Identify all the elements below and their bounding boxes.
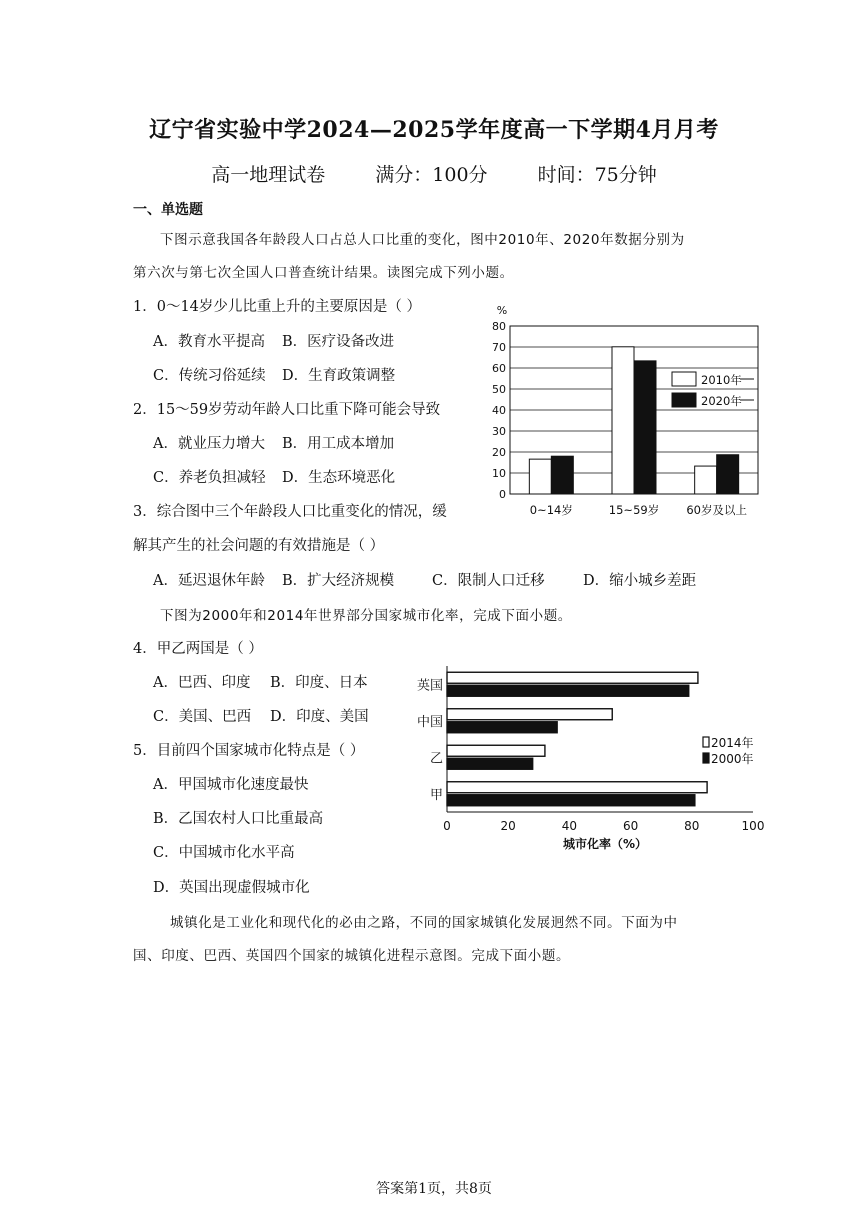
- legend-label-0: 2010年: [701, 373, 742, 387]
- question-1-stem: 1．0～14岁少儿比重上升的主要原因是（ ）: [133, 299, 422, 315]
- x-tick-label: 100: [741, 819, 765, 833]
- question-5-option-c[interactable]: C．中国城市化水平高: [153, 845, 295, 861]
- age-structure-chart: [480, 298, 780, 528]
- question-1-option-b[interactable]: B．医疗设备改进: [282, 334, 395, 350]
- subject-label: 高一地理试卷: [211, 164, 326, 186]
- y-tick-label: 10: [492, 467, 506, 480]
- question-2-option-a[interactable]: A．就业压力增大: [153, 436, 265, 452]
- question-4-option-b[interactable]: B．印度、日本: [270, 675, 368, 691]
- bar-2020-1: [634, 361, 656, 494]
- question-2-option-d[interactable]: D．生态环境恶化: [282, 470, 396, 486]
- legend2-swatch-1: [703, 753, 709, 763]
- legend2-label-1: 2000年: [711, 752, 754, 766]
- hbar-2014-3: [447, 782, 707, 793]
- y-tick-label: 乙: [429, 751, 443, 767]
- legend-label-1: 2020年: [701, 394, 742, 408]
- question-5-option-b[interactable]: B．乙国农村人口比重最高: [153, 811, 324, 827]
- y-tick-label: 甲: [429, 787, 443, 803]
- question-4-option-a[interactable]: A．巴西、印度: [153, 675, 251, 691]
- intro-1-line-1: 下图示意我国各年龄段人口占总人口比重的变化，图中2010年、2020年数据分别为: [160, 232, 685, 248]
- hbar-2014-1: [447, 709, 612, 720]
- section-title: 一、单选题: [133, 202, 203, 218]
- exam-title: 辽宁省实验中学2024—2025学年度高一下学期4月月考: [149, 117, 719, 143]
- question-3-stem-line-1: 3．综合图中三个年龄段人口比重变化的情况，缓: [133, 504, 447, 520]
- hbar-2000-1: [447, 722, 557, 733]
- x-tick-label: 40: [561, 819, 578, 833]
- y-tick-label: 30: [492, 425, 506, 438]
- question-3-option-c[interactable]: C．限制人口迁移: [432, 573, 545, 589]
- intro-3-line-2: 国、印度、巴西、英国四个国家的城镇化进程示意图。完成下面小题。: [133, 948, 571, 964]
- x-axis-label: 城市化率（%）: [562, 837, 648, 851]
- bar-2010-0: [529, 459, 551, 494]
- legend-swatch-0: [672, 372, 696, 386]
- y-tick-label: 50: [492, 383, 506, 396]
- question-3-option-a[interactable]: A．延迟退休年龄: [153, 573, 265, 589]
- legend-swatch-1: [672, 393, 696, 407]
- y-tick-label: 40: [492, 404, 506, 417]
- x-tick-label: 0: [443, 819, 451, 833]
- time-label: 时间：75分钟: [537, 164, 657, 186]
- hbar-2014-0: [447, 672, 698, 683]
- hbar-2000-2: [447, 758, 533, 769]
- y-tick-label: 80: [492, 320, 506, 333]
- x-tick-label: 80: [684, 819, 700, 833]
- x-tick-label: 60岁及以上: [686, 503, 747, 517]
- question-3-option-d[interactable]: D．缩小城乡差距: [583, 573, 697, 589]
- hbar-2014-2: [447, 745, 545, 756]
- intro-2: 下图为2000年和2014年世界部分国家城市化率，完成下面小题。: [160, 608, 572, 624]
- question-3-option-b[interactable]: B．扩大经济规模: [282, 573, 395, 589]
- full-score-label: 满分：100分: [375, 164, 488, 186]
- question-4-option-d[interactable]: D．印度、美国: [270, 709, 369, 725]
- x-tick-label: 15~59岁: [608, 503, 660, 517]
- legend2-swatch-0: [703, 737, 709, 747]
- y-axis-unit-label: %: [496, 304, 508, 317]
- question-2-option-c[interactable]: C．养老负担减轻: [153, 470, 266, 486]
- hbar-2000-3: [447, 795, 695, 806]
- bar-2020-0: [551, 456, 573, 494]
- question-5-option-a[interactable]: A．甲国城市化速度最快: [153, 777, 309, 793]
- y-tick-label: 20: [492, 446, 506, 459]
- y-tick-label: 中国: [416, 714, 443, 730]
- page-footer: 答案第1页，共8页: [376, 1181, 492, 1197]
- y-tick-label: 0: [499, 488, 506, 501]
- y-tick-label: 60: [492, 362, 506, 375]
- urbanization-rate-chart: [405, 660, 775, 860]
- x-tick-label: 20: [500, 819, 516, 833]
- hbar-2000-0: [447, 685, 689, 696]
- question-1-option-c[interactable]: C．传统习俗延续: [153, 368, 266, 384]
- question-4-option-c[interactable]: C．美国、巴西: [153, 709, 252, 725]
- x-tick-label: 0~14岁: [529, 503, 573, 517]
- bar-2020-2: [717, 455, 739, 494]
- question-4-stem: 4．甲乙两国是（ ）: [133, 641, 263, 657]
- question-3-stem-line-2: 解其产生的社会问题的有效措施是（ ）: [133, 538, 385, 554]
- intro-1-line-2: 第六次与第七次全国人口普查统计结果。读图完成下列小题。: [133, 265, 514, 281]
- question-2-option-b[interactable]: B．用工成本增加: [282, 436, 395, 452]
- question-5-stem: 5．目前四个国家城市化特点是（ ）: [133, 743, 365, 759]
- legend2-label-0: 2014年: [711, 736, 754, 750]
- bar-2010-1: [612, 347, 634, 494]
- intro-3-line-1: 城镇化是工业化和现代化的必由之路，不同的国家城镇化发展迥然不同。下面为中: [170, 915, 678, 931]
- y-tick-label: 英国: [416, 678, 443, 694]
- y-tick-label: 70: [492, 341, 506, 354]
- exam-subtitle: [0, 160, 868, 187]
- x-tick-label: 60: [622, 819, 639, 833]
- question-5-option-d[interactable]: D．英国出现虚假城市化: [153, 880, 310, 896]
- question-2-stem: 2．15～59岁劳动年龄人口比重下降可能会导致: [133, 402, 441, 418]
- bar-2010-2: [695, 466, 717, 494]
- question-1-option-d[interactable]: D．生育政策调整: [282, 368, 396, 384]
- question-1-option-a[interactable]: A．教育水平提高: [153, 334, 265, 350]
